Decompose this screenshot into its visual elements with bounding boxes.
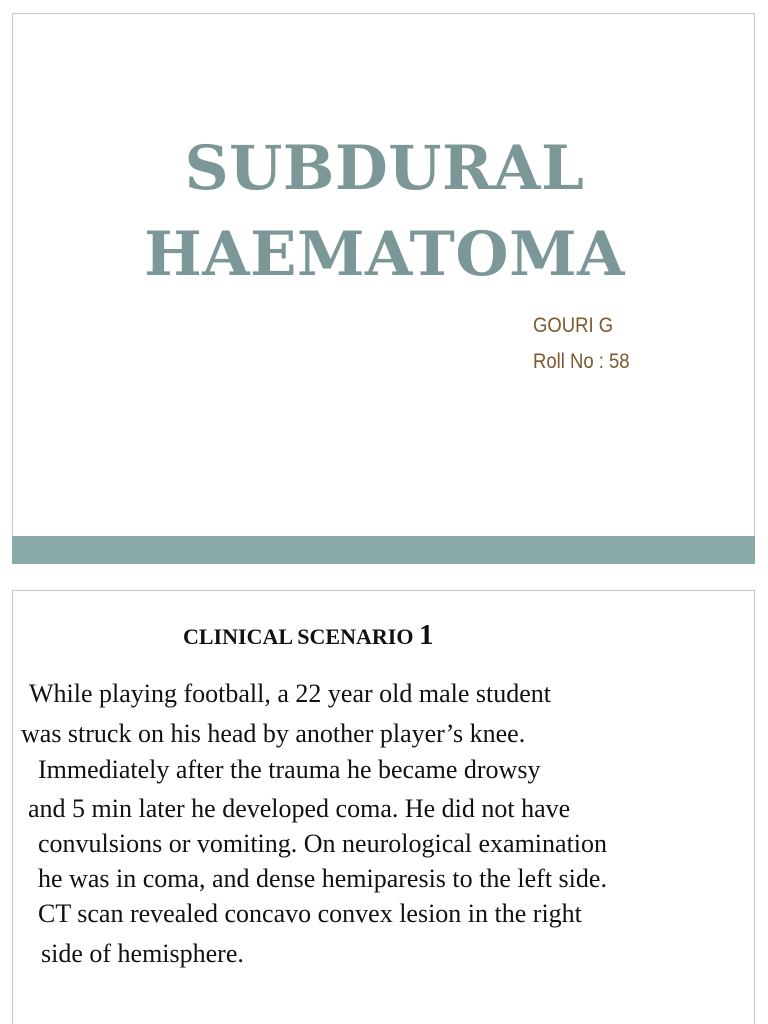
scenario-heading xyxy=(183,619,433,652)
author-block xyxy=(533,308,630,380)
title-slide xyxy=(12,13,755,564)
footer-bar xyxy=(12,536,755,564)
body-line: he was in coma, and dense hemiparesis to the left side. xyxy=(38,864,607,893)
body-line: and 5 min later he developed coma. He did not have xyxy=(28,794,571,823)
title-line-2: HAEMATOMA xyxy=(144,219,625,290)
title-line-1: SUBDURAL xyxy=(184,133,585,204)
roll-number: Roll No : 58 xyxy=(533,350,630,373)
body-line: Immediately after the trauma he became drowsy xyxy=(38,755,541,784)
author-name: GOURI G xyxy=(533,314,614,337)
body-line: While playing football, a 22 year old male student xyxy=(29,679,552,708)
body-line: CT scan revealed concavo convex lesion in the right xyxy=(38,899,582,928)
body-line: convulsions or vomiting. On neurological examination xyxy=(38,829,608,858)
body-line: side of hemisphere. xyxy=(41,939,244,968)
slide-title xyxy=(13,126,756,298)
scenario-slide xyxy=(12,590,755,1024)
body-line: was struck on his head by another player’s knee. xyxy=(21,719,526,748)
scenario-heading-text: CLINICAL SCENARIO xyxy=(183,624,414,649)
scenario-heading-number: 1 xyxy=(418,619,434,651)
